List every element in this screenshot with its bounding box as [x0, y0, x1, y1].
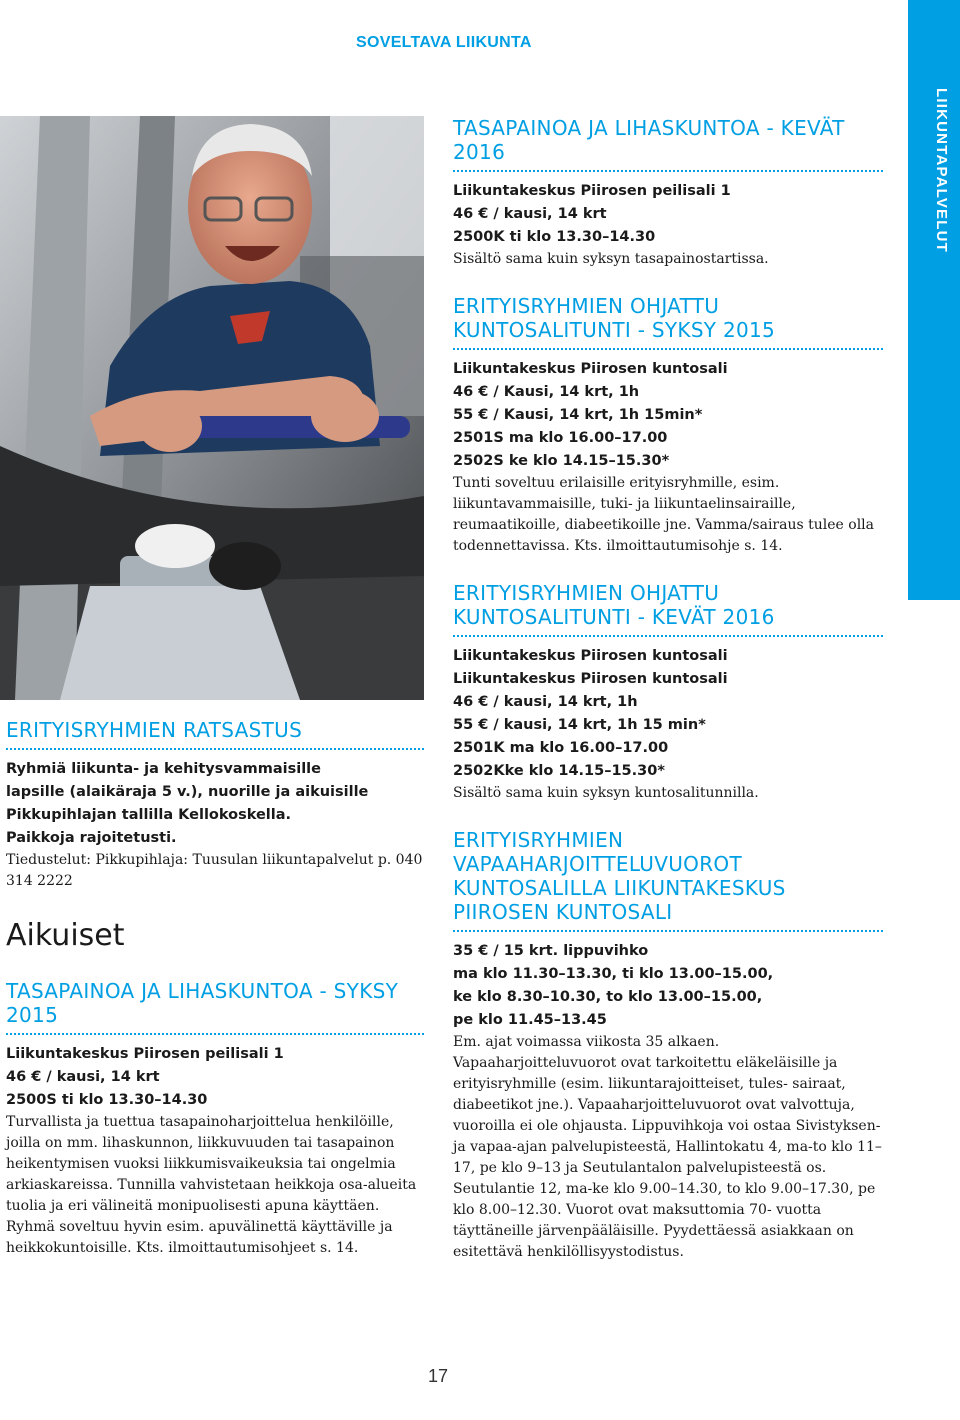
vapaaharjoittelu-line: ke klo 8.30–10.30, to klo 13.00–15.00,	[453, 989, 763, 1005]
sidebar-label: LIIKUNTAPALVELUT	[933, 88, 950, 254]
kuntosali-kevat-line: Liikuntakeskus Piirosen kuntosali	[453, 648, 728, 664]
vapaaharjoittelu-section	[453, 828, 883, 1263]
kuntosali-kevat-section	[453, 581, 883, 804]
kuntosali-syksy-line: 2501S ma klo 16.00–17.00	[453, 430, 668, 446]
vapaaharjoittelu-line: pe klo 11.45–13.45	[453, 1012, 607, 1028]
tasapaino-kevat-line: Liikuntakeskus Piirosen peilisali 1	[453, 183, 731, 199]
kuntosali-syksy-section	[453, 294, 883, 557]
kuntosali-syksy-line: 55 € / Kausi, 14 krt, 1h 15min*	[453, 407, 703, 423]
tasapaino-syksy-title: TASAPAINOA JA LIHASKUNTOA - SYKSY 2015	[6, 979, 424, 1035]
right-column	[453, 116, 883, 1287]
vapaaharjoittelu-line: 35 € / 15 krt. lippuvihko	[453, 943, 649, 959]
man-rowing-photo	[0, 116, 424, 700]
section-header: SOVELTAVA LIIKUNTA	[356, 34, 532, 51]
kuntosali-syksy-title: ERITYISRYHMIEN OHJATTU KUNTOSALITUNTI - SYKSY 2015	[453, 294, 883, 350]
tasapaino-kevat-description: Sisältö sama kuin syksyn tasapainostartissa.	[453, 251, 769, 267]
kuntosali-syksy-line: 2502S ke klo 14.15–15.30*	[453, 453, 670, 469]
tasapaino-syksy-line: 46 € / kausi, 14 krt	[6, 1069, 160, 1085]
kuntosali-syksy-line: 46 € / Kausi, 14 krt, 1h	[453, 384, 640, 400]
ratsastus-line: lapsille (alaikäraja 5 v.), nuorille ja aikuisille	[6, 784, 369, 800]
ratsastus-line: Ryhmiä liikunta- ja kehitysvammaisille	[6, 761, 321, 777]
kuntosali-kevat-line: 55 € / kausi, 14 krt, 1h 15 min*	[453, 717, 706, 733]
ratsastus-section	[6, 718, 424, 892]
ratsastus-line: Pikkupihlajan tallilla Kellokoskella.	[6, 807, 292, 823]
kuntosali-kevat-line: Liikuntakeskus Piirosen kuntosali	[453, 671, 728, 687]
kuntosali-kevat-title: ERITYISRYHMIEN OHJATTU KUNTOSALITUNTI - KEVÄT 2016	[453, 581, 883, 637]
tasapaino-kevat-line: 2500K ti klo 13.30–14.30	[453, 229, 656, 245]
vapaaharjoittelu-title: ERITYISRYHMIEN VAPAAHARJOITTELUVUOROT KUNTOSALILLA LIIKUNTAKESKUS PIIROSEN KUNTOSALI	[453, 828, 883, 932]
kuntosali-kevat-line: 46 € / kausi, 14 krt, 1h	[453, 694, 638, 710]
kuntosali-syksy-line: Liikuntakeskus Piirosen kuntosali	[453, 361, 728, 377]
vapaaharjoittelu-description: Em. ajat voimassa viikosta 35 alkaen. Vapaaharjoitteluvuorot ovat tarkoitettu eläkeläisille ja erityisryhmille (esim. liikuntarajoitteiset, tules- sairaat, diabeetikot jne.). Vapaaharjoitteluvuorot ovat valvottuja, vuoroilla ei ole ohjausta. Lippuvihkoja voi ostaa Sivistyksen- ja vapaa-ajan palvelupisteestä, Hallintokatu 4, ma-to klo 11–17, pe klo 9–13 ja Seutulantalon palvelupisteestä os. Seutulantie 12, ma-ke klo 9.00–14.30, to klo 9.00–17.30, pe klo 8.00–12.30. Vuorot ovat maksuttomia 70- vuotta täyttäneille järvenpääläisille. Pyydettäessä asiakkaan on esitettävä henkilöllisyystodistus.	[453, 1034, 882, 1260]
vapaaharjoittelu-line: ma klo 11.30–13.30, ti klo 13.00–15.00,	[453, 966, 774, 982]
tasapaino-syksy-line: 2500S ti klo 13.30–14.30	[6, 1092, 208, 1108]
page-number: 17	[428, 1366, 449, 1386]
kuntosali-kevat-line: 2501K ma klo 16.00–17.00	[453, 740, 669, 756]
tasapaino-kevat-line: 46 € / kausi, 14 krt	[453, 206, 607, 222]
kuntosali-syksy-description: Tunti soveltuu erilaisille erityisryhmille, esim. liikuntavammaisille, tuki- ja liikuntaelinsairaille, reumaatikoille, diabeetikoille jne. Vamma/sairaus tulee olla todennettavissa. Kts. ilmoittautumisohje s. 14.	[453, 475, 874, 554]
tasapaino-kevat-title: TASAPAINOA JA LIHASKUNTOA - KEVÄT 2016	[453, 116, 883, 172]
ratsastus-line: Paikkoja rajoitetusti.	[6, 830, 177, 846]
tasapaino-syksy-line: Liikuntakeskus Piirosen peilisali 1	[6, 1046, 284, 1062]
tasapaino-kevat-section	[453, 116, 883, 270]
left-column	[6, 718, 424, 1283]
ratsastus-title: ERITYISRYHMIEN RATSASTUS	[6, 718, 424, 750]
tasapaino-syksy-section	[6, 979, 424, 1259]
tasapaino-syksy-description: Turvallista ja tuettua tasapainoharjoittelua henkilöille, joilla on mm. lihaskunnon, liikkuvuuden tai tasapainon heikentymisen vuoksi liikkumisvaikeuksia tai ongelmia arkiaskareissa. Tunnilla vahvistetaan heikkoja osa-alueita tuolia ja eri välineitä monipuolisesti apuna käyttäen. Ryhmä soveltuu hyvin esim. apuvälinettä käyttäville ja heikkokuntoisille. Kts. ilmoittautumisohjeet s. 14.	[6, 1114, 417, 1256]
kuntosali-kevat-description: Sisältö sama kuin syksyn kuntosalitunnilla.	[453, 785, 759, 801]
kuntosali-kevat-line: 2502Kke klo 14.15–15.30*	[453, 763, 665, 779]
ratsastus-description: Tiedustelut: Pikkupihlaja: Tuusulan liikuntapalvelut p. 040 314 2222	[6, 852, 423, 889]
aikuiset-heading: Aikuiset	[6, 918, 125, 953]
sidebar-tab	[908, 0, 960, 600]
